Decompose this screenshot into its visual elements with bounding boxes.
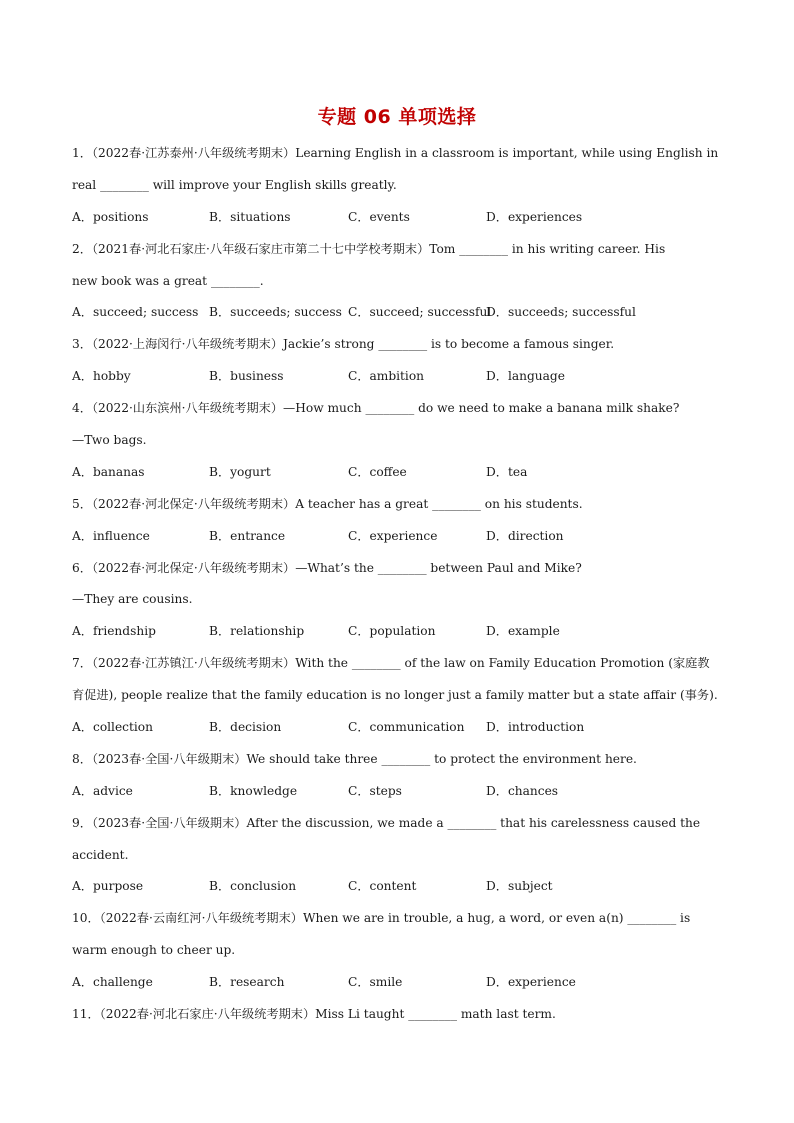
answer-options — [72, 521, 722, 553]
option-c: C．ambition — [348, 369, 425, 384]
question-text-line: 3．（2022·上海闵行·八年级统考期末）Jackie’s strong ________ is to become a famous singer. — [72, 337, 615, 352]
question-text-line: accident. — [72, 847, 129, 862]
question-text-line: 6．（2022春·河北保定·八年级统考期末）—What’s the ________ between Paul and Mike? — [72, 560, 582, 575]
question-item — [72, 808, 722, 904]
option-b: B．relationship — [209, 624, 305, 639]
question-item — [72, 234, 722, 330]
question-text-line: 2．（2021春·河北石家庄·八年级石家庄市第二十七中学校考期末）Tom ________ in his writing career. His — [72, 241, 666, 256]
option-a: A．friendship — [72, 624, 156, 639]
question-text-line: —Two bags. — [72, 433, 147, 448]
option-a: A．advice — [72, 783, 133, 798]
question-item — [72, 329, 722, 393]
question-text-line: new book was a great ________. — [72, 273, 264, 288]
option-b: B．conclusion — [209, 879, 297, 894]
question-item — [72, 903, 722, 999]
answer-options — [72, 712, 722, 744]
question-item — [72, 648, 722, 744]
option-d: D．subject — [486, 879, 553, 894]
option-c: C．communication — [348, 720, 465, 735]
option-b: B．entrance — [209, 528, 286, 543]
answer-options — [72, 457, 722, 489]
question-item — [72, 744, 722, 808]
option-c: C．steps — [348, 783, 402, 798]
option-b: B．business — [209, 369, 284, 384]
question-text-line: 11．（2022春·河北石家庄·八年级统考期末）Miss Li taught ________ math last term. — [72, 1007, 556, 1022]
option-c: C．events — [348, 209, 410, 224]
option-c: C．smile — [348, 975, 403, 990]
answer-options — [72, 616, 722, 648]
question-item — [72, 999, 722, 1031]
question-text-line: warm enough to cheer up. — [72, 943, 236, 958]
option-d: D．chances — [486, 783, 559, 798]
question-text-line: real ________ will improve your English skills greatly. — [72, 177, 397, 192]
option-a: A．succeed; success — [72, 305, 199, 320]
option-d: D．tea — [486, 464, 528, 479]
question-item — [72, 489, 722, 553]
option-b: B．yogurt — [209, 464, 271, 479]
question-item — [72, 553, 722, 649]
option-d: D．language — [486, 369, 565, 384]
option-a: A．collection — [72, 720, 153, 735]
option-a: A．positions — [72, 209, 149, 224]
question-item — [72, 138, 722, 234]
option-a: A．bananas — [72, 464, 145, 479]
question-text-line: —They are cousins. — [72, 592, 193, 607]
answer-options — [72, 297, 722, 329]
question-text-line: 4．（2022·山东滨州·八年级统考期末）—How much ________ do we need to make a banana milk shake? — [72, 401, 680, 416]
answer-options — [72, 776, 722, 808]
question-text-line: 8．（2023春·全国·八年级期末）We should take three ________ to protect the environment here. — [72, 751, 637, 766]
option-d: D．succeeds; successful — [486, 305, 636, 320]
option-a: A．purpose — [72, 879, 144, 894]
option-d: D．direction — [486, 528, 564, 543]
option-d: D．introduction — [486, 720, 585, 735]
answer-options — [72, 871, 722, 903]
question-list — [72, 138, 722, 1031]
option-a: A．hobby — [72, 369, 131, 384]
question-item — [72, 393, 722, 489]
option-c: C．succeed; successful — [348, 305, 492, 320]
option-d: D．experiences — [486, 209, 583, 224]
option-c: C．coffee — [348, 464, 407, 479]
answer-options — [72, 202, 722, 234]
answer-options — [72, 361, 722, 393]
option-d: D．example — [486, 624, 560, 639]
option-b: B．knowledge — [209, 783, 298, 798]
question-text-line: 10．（2022春·云南红河·八年级统考期末）When we are in trouble, a hug, a word, or even a(n) ________ is — [72, 911, 691, 926]
option-b: B．decision — [209, 720, 282, 735]
answer-options — [72, 967, 722, 999]
option-a: A．influence — [72, 528, 150, 543]
option-c: C．content — [348, 879, 417, 894]
option-a: A．challenge — [72, 975, 153, 990]
option-b: B．research — [209, 975, 285, 990]
question-text-line: 1．（2022春·江苏泰州·八年级统考期末）Learning English in a classroom is important, while using English in — [72, 146, 719, 160]
question-text-line: 7．（2022春·江苏镇江·八年级统考期末）With the ________ of the law on Family Education Promotion (家庭教 — [72, 656, 710, 671]
page-title: 专题 06 单项选择 — [317, 106, 477, 128]
option-c: C．experience — [348, 528, 438, 543]
question-text-line: 5．（2022春·河北保定·八年级统考期末）A teacher has a great ________ on his students. — [72, 496, 583, 511]
option-c: C．population — [348, 624, 436, 639]
option-d: D．experience — [486, 975, 576, 990]
question-text-line: 育促进), people realize that the family education is no longer just a family matter but a state affair (事务). — [72, 688, 718, 703]
option-b: B．situations — [209, 209, 291, 224]
option-b: B．succeeds; success — [209, 305, 342, 320]
question-text-line: 9．（2023春·全国·八年级期末）After the discussion, we made a ________ that his carelessness caused the — [72, 815, 701, 830]
